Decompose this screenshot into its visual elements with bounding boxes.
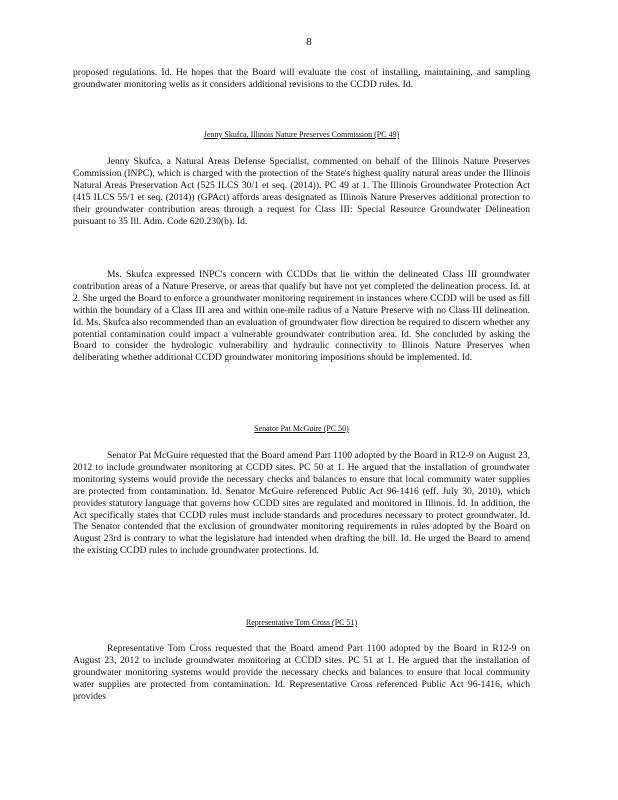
section-heading-cross-text: Representative Tom Cross (PC 51) (245, 618, 358, 627)
paragraph-cross: Representative Tom Cross requested that the Board amend Part 1100 adopted by the Board in R12-9 on August 23, 2012 to include groundwater monitoring at CCDD sites. PC 51 at 1. He argued that the installation of groundwater monitoring systems would provide the necessary checks and balances to ensure that local community water supplies are protected from contamination. Id. Representative Cross referenced Public Act 96-1416, which provides (73, 643, 530, 702)
paragraph-skufca-intro: Jenny Skufca, a Natural Areas Defense Specialist, commented on behalf of the Illinois Nature Preserves Commission (INPC), which is charged with the protection of the State's highest quality natural areas under the Illinois Natural Areas Preservation Act (525 ILCS 30/1 et seq. (2014)). PC 49 at 1. The Illinois Groundwater Protection Act (415 ILCS 55/1 et seq. (2014)) (GPAct) affords areas designated as Illinois Nature Preserves additional protection to their groundwater contribution areas through a request for Class III: Special Resource Groundwater Delineation pursuant to 35 Ill. Adm. Code 620.230(b). Id. (73, 156, 530, 227)
section-heading-skufca (73, 130, 530, 140)
page-number: 8 (306, 36, 312, 48)
section-heading-skufca-text: Jenny Skufca, Illinois Nature Preserves Commission (PC 49) (203, 130, 400, 139)
section-heading-mcguire (73, 424, 530, 434)
section-heading-mcguire-text: Senator Pat McGuire (PC 50) (254, 424, 349, 433)
paragraph-skufca-concerns: Ms. Skufca expressed INPC's concern with CCDDs that lie within the delineated Class III groundwater contribution areas of a Nature Preserve, or areas that qualify but have not yet completed the delineation process. Id. at 2. She urged the Board to enforce a groundwater monitoring requirement in instances where CCDD will be used as fill within the boundary of a Class III area and within one-mile radius of a Nature Preserve with no Class III delineation. Id. Ms. Skufca also recommended than an evaluation of groundwater flow direction be required to discern whether any potential contamination could impact a vulnerable groundwater contribution area. Id. She concluded by asking the Board to consider the hydrologic vulnerability and hydraulic connectivity to Illinois Nature Preserves when deliberating whether additional CCDD groundwater monitoring impositions should be implemented. Id. (73, 269, 530, 364)
section-heading-cross (73, 618, 530, 628)
paragraph-ccdd-costs: proposed regulations. Id. He hopes that the Board will evaluate the cost of installing, maintaining, and sampling groundwater monitoring wells as it considers additional revisions to the CCDD rules. Id. (73, 67, 530, 90)
paragraph-mcguire: Senator Pat McGuire requested that the Board amend Part 1100 adopted by the Board in R12-9 on August 23, 2012 to include groundwater monitoring at CCDD sites. PC 50 at 1. He argued that the installation of groundwater monitoring systems would provide the necessary checks and balances to ensure that local community water supplies are protected from contamination. Id. Senator McGuire referenced Public Act 96-1416 (eff. July 30, 2010), which provides statutory language that governs how CCDD sites are regulated and monitored in Illinois. Id. In addition, the Act specifically states that CCDD rules must include standards and procedures necessary to protect groundwater. Id. The Senator contended that the exclusion of groundwater monitoring requirements in rules adopted by the Board on August 23rd is contrary to what the legislature had intended when drafting the bill. Id. He urged the Board to amend the existing CCDD rules to include groundwater protections. Id. (73, 450, 530, 557)
